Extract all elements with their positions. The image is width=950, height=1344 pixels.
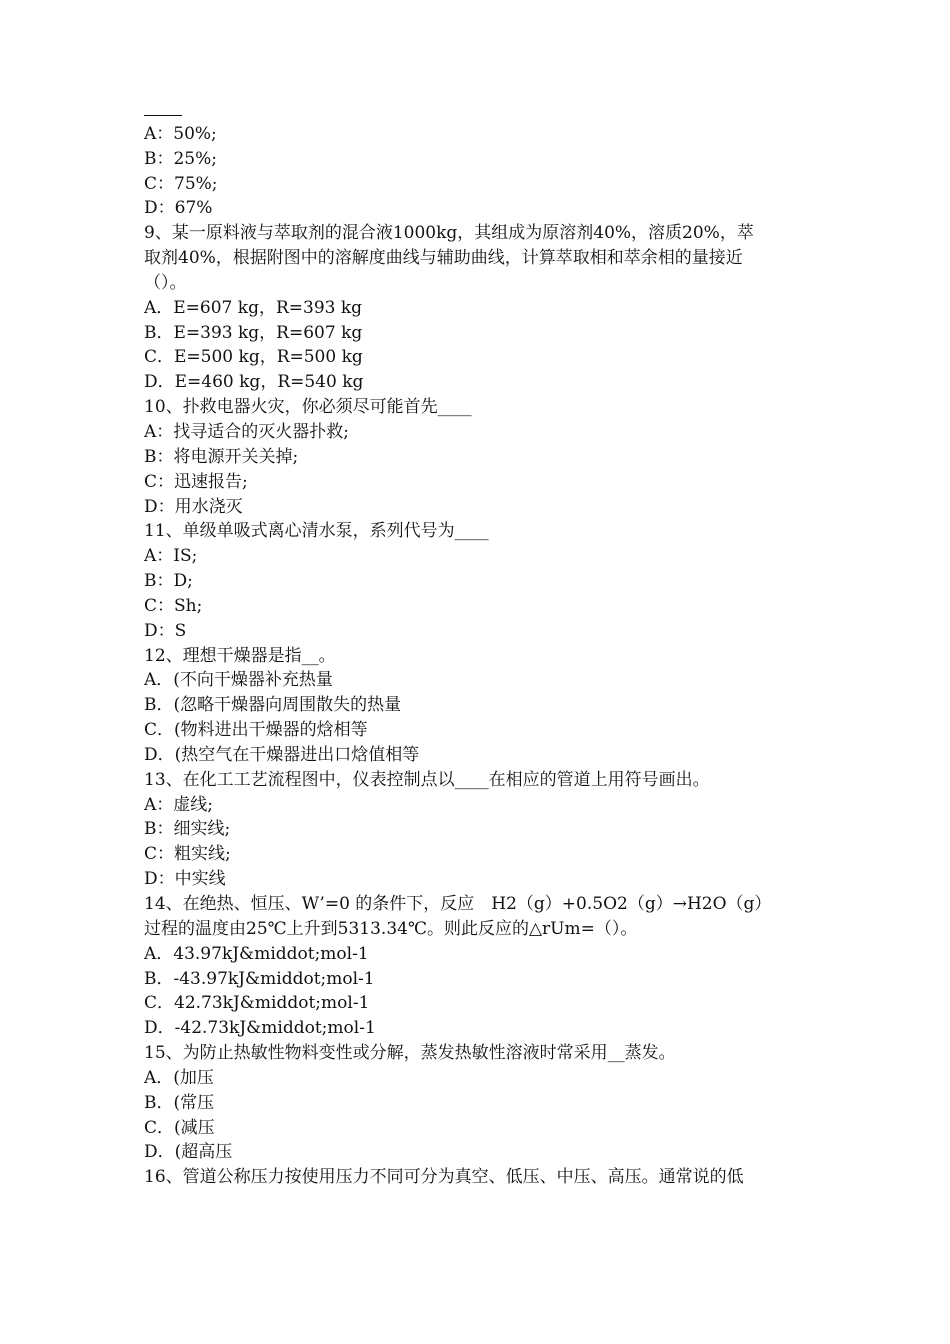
option-line: B．(忽略干燥器向周围散失的热量 [144, 695, 402, 716]
option-line: B．E=393 kg，R=607 kg [144, 322, 363, 343]
option-line: B：细实线; [144, 819, 231, 840]
question-10: 10、扑救电器火灾，你必须尽可能首先____ [144, 397, 472, 418]
option-line: A：IS; [144, 546, 198, 567]
option-line: A．43.97kJ&middot;mol-1 [144, 943, 369, 964]
option-line: C：75%; [144, 173, 218, 194]
option-line: D．-42.73kJ&middot;mol-1 [144, 1018, 376, 1039]
option-line: B：D; [144, 571, 193, 592]
fill-in-blank-line [144, 97, 820, 122]
option-line: C．42.73kJ&middot;mol-1 [144, 993, 370, 1014]
question-14: 14、在绝热、恒压、W’=0 的条件下，反应 H2（g）+0.5O2（g）→H2O（g） [144, 894, 772, 914]
option-line: C：迅速报告; [144, 471, 248, 492]
question-13: 13、在化工工艺流程图中，仪表控制点以____在相应的管道上用符号画出。 [144, 769, 710, 790]
option-line: A．(加压 [144, 1067, 214, 1088]
option-line: B：将电源开关关掉; [144, 446, 299, 467]
option-line: D：S [144, 620, 187, 641]
option-line: D．(超高压 [144, 1142, 233, 1163]
option-line: D：用水浇灭 [144, 496, 243, 517]
option-line: C．(减压 [144, 1117, 215, 1138]
option-line: A．(不向干燥器补充热量 [144, 670, 333, 691]
option-line: C．(物料进出干燥器的焓相等 [144, 720, 368, 741]
question-16: 16、管道公称压力按使用压力不同可分为真空、低压、中压、高压。通常说的低 [144, 1167, 744, 1188]
question-12: 12、理想干燥器是指__。 [144, 645, 336, 666]
option-line: C：粗实线; [144, 844, 231, 865]
question-9-continued: （）。 [144, 272, 187, 293]
option-line: B：25%; [144, 148, 218, 169]
option-line: D：中实线 [144, 869, 226, 890]
option-line: C：Sh; [144, 595, 203, 616]
question-9-continued: 取剂40%，根据附图中的溶解度曲线与辅助曲线，计算萃取相和萃余相的量接近 [144, 248, 743, 269]
option-line: B．-43.97kJ&middot;mol-1 [144, 968, 375, 989]
blank-underline [144, 97, 182, 116]
option-line: A：找寻适合的灭火器扑救; [144, 421, 350, 442]
question-15: 15、为防止热敏性物料变性或分解，蒸发热敏性溶液时常采用__蒸发。 [144, 1043, 676, 1064]
document-text [144, 97, 820, 1190]
option-line: D．(热空气在干燥器进出口焓值相等 [144, 744, 420, 765]
question-9: 9、某一原料液与萃取剂的混合液1000kg，其组成为原溶剂40%，溶质20%，萃 [144, 223, 754, 244]
question-11: 11、单级单吸式离心清水泵，系列代号为____ [144, 521, 489, 542]
option-line: D：67% [144, 198, 213, 219]
option-line: B．(常压 [144, 1092, 215, 1113]
option-line: A：虚线; [144, 794, 214, 815]
question-14-continued: 过程的温度由25℃上升到5313.34℃。则此反应的△rUm=（）。 [144, 918, 638, 939]
option-line: A：50%; [144, 123, 217, 144]
option-line: A．E=607 kg，R=393 kg [144, 297, 363, 318]
option-line: C．E=500 kg，R=500 kg [144, 347, 363, 368]
option-line: D．E=460 kg，R=540 kg [144, 372, 364, 393]
